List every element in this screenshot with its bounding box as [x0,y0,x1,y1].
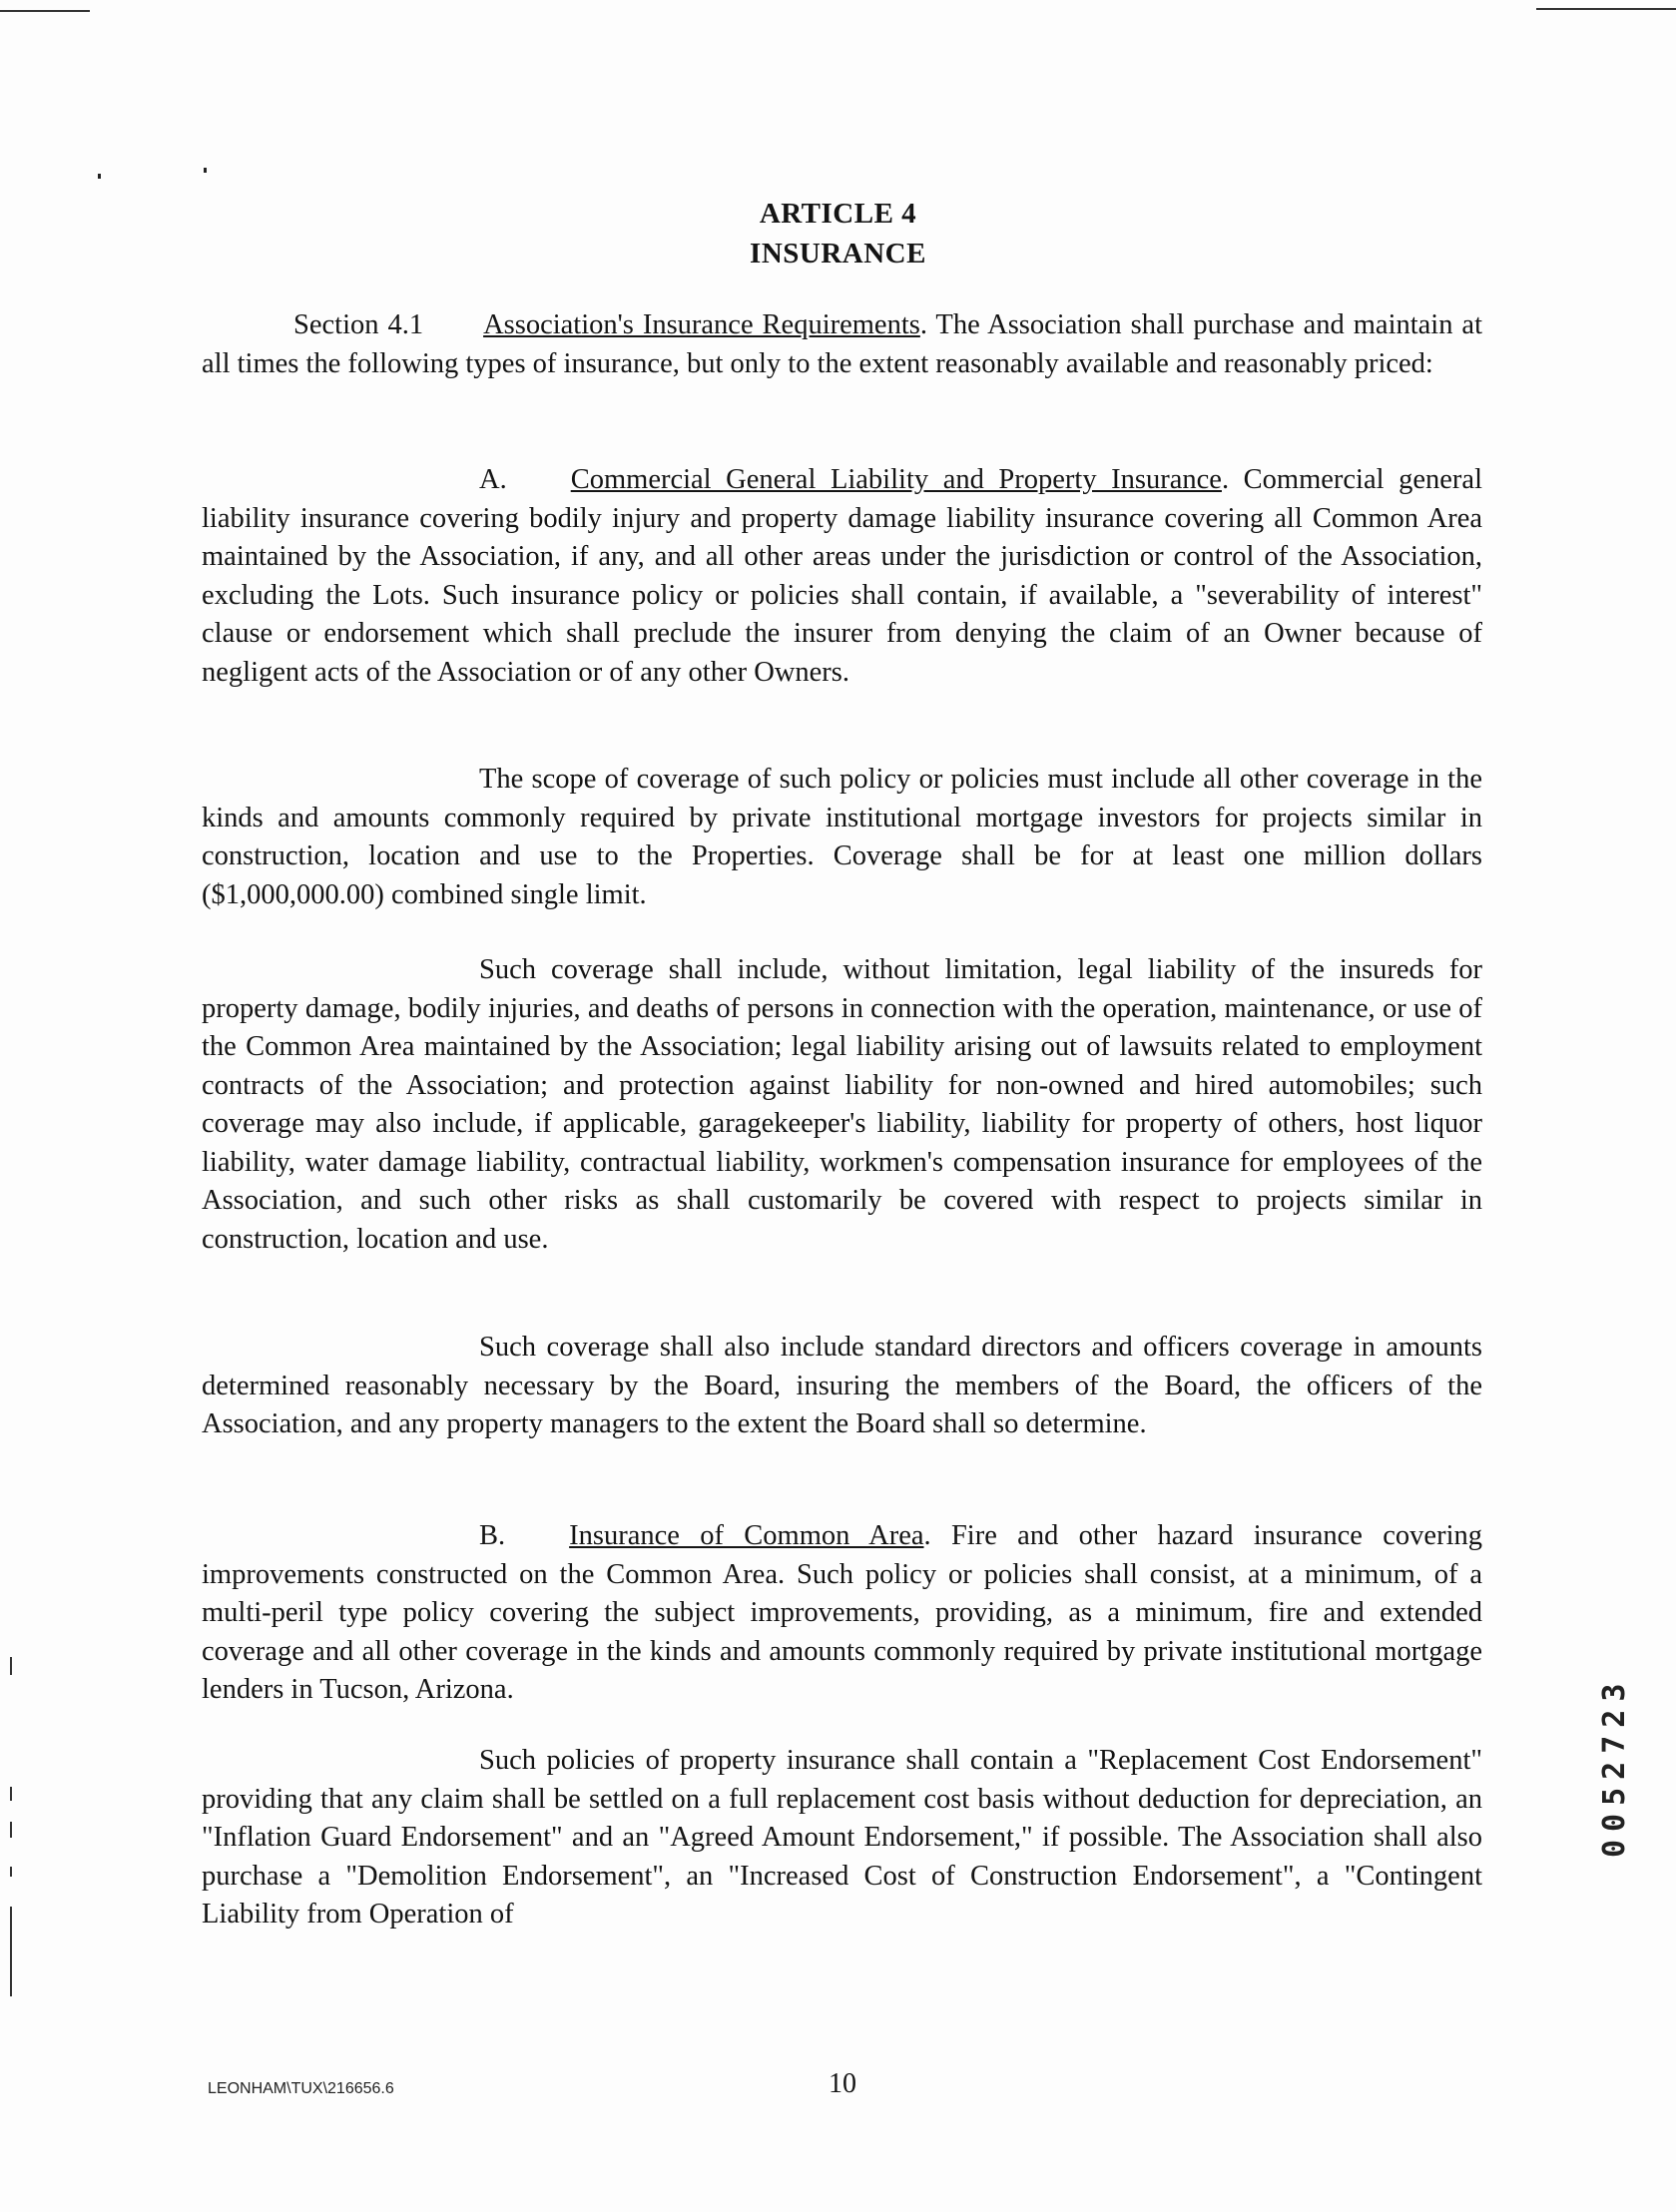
page-number: 10 [829,2068,856,2099]
paragraph-b-label: B. [479,1520,506,1551]
paragraph-b [202,1517,1482,1710]
paragraph-a [202,461,1482,692]
section-text: . The Association shall purchase and maintain at all times the following types of insurance, but only to the extent reasonably available and reasonably priced: [202,309,1482,379]
section-heading: Association's Insurance Requirements [483,309,920,340]
paragraph-a-such-coverage [202,951,1482,1259]
scan-margin-mark [10,1867,12,1877]
paragraph-a-directors-coverage [202,1329,1482,1444]
paragraph-a-scope [202,761,1482,914]
paragraph-a-heading: Commercial General Liability and Property Insurance [570,464,1222,495]
paragraph-b-text: . Fire and other hazard insurance covering improvements constructed on the Common Area. Such policy or policies shall consist, at a minimum, of a multi-peril type policy covering the subject improvements, providing, as a minimum, fire and extended coverage and all other coverage in the kinds and amounts commonly required by private institutional mortgage lenders in Tucson, Arizona. [202,1520,1482,1705]
article-title: INSURANCE [750,238,926,270]
paragraph-a-directors-text: Such coverage shall also include standard directors and officers coverage in amounts determined reasonably necessary by the Board, insuring the members of the Board, the officers of the Association, and any property managers to the extent the Board shall so determine. [202,1332,1482,1439]
paragraph-a-scope-text: The scope of coverage of such policy or policies must include all other coverage in the kinds and amounts commonly required by private institutional mortgage investors for projects similar in construction, location and use to the Properties. Coverage shall be for at least one million dollars ($1,000,000.00) combined single limit. [202,764,1482,910]
paragraph-b-heading: Insurance of Common Area [569,1520,924,1551]
paragraph-b-such-policies-text: Such policies of property insurance shall contain a "Replacement Cost Endorsement" providing that any claim shall be settled on a full replacement cost basis without deduction for depreciation, an "Inflation Guard Endorsement" and an "Agreed Amount Endorsement," if possible. The Association shall also purchase a "Demolition Endorsement", an "Increased Cost of Construction Endorsement", a "Contingent Liability from Operation of [202,1745,1482,1930]
section-4-1-paragraph [202,306,1482,383]
scan-speck [204,168,207,173]
paragraph-a-such-coverage-text: Such coverage shall include, without limitation, legal liability of the insureds for property damage, bodily injuries, and deaths of persons in connection with the operation, maintenance, or use of the Common Area maintained by the Association; legal liability arising out of lawsuits related to employment contracts of the Association; and protection against liability for non-owned and hired automobiles; such coverage may also include, if applicable, garagekeeper's liability, liability for property of others, host liquor liability, water damage liability, contractual liability, workmen's compensation insurance for employees of the Association, and such other risks as shall customarily be covered with respect to projects similar in construction, location and use. [202,954,1482,1255]
paragraph-a-label: A. [479,464,507,495]
section-label: Section 4.1 [293,309,424,340]
scan-speck [98,174,101,179]
scan-margin-mark [10,1787,12,1801]
document-id: LEONHAM\TUX\216656.6 [208,2080,394,2097]
scan-margin-mark [10,1822,12,1838]
scan-margin-mark [10,1657,12,1675]
scan-edge-line-right [1536,8,1676,10]
side-stamp-number: 0052723 [1597,1675,1632,1859]
paragraph-a-text: . Commercial general liability insurance covering bodily injury and property damage liability insurance covering all Common Area maintained by the Association, if any, and all other areas under the jurisdiction or control of the Association, excluding the Lots. Such insurance policy or policies shall contain, if available, a "severability of interest" clause or endorsement which shall preclude the insurer from denying the claim of an Owner because of negligent acts of the Association or of any other Owners. [202,464,1482,688]
paragraph-b-such-policies [202,1742,1482,1935]
article-number: ARTICLE 4 [759,198,917,230]
scan-margin-mark [10,1907,12,1996]
scan-edge-line-left [0,10,90,12]
